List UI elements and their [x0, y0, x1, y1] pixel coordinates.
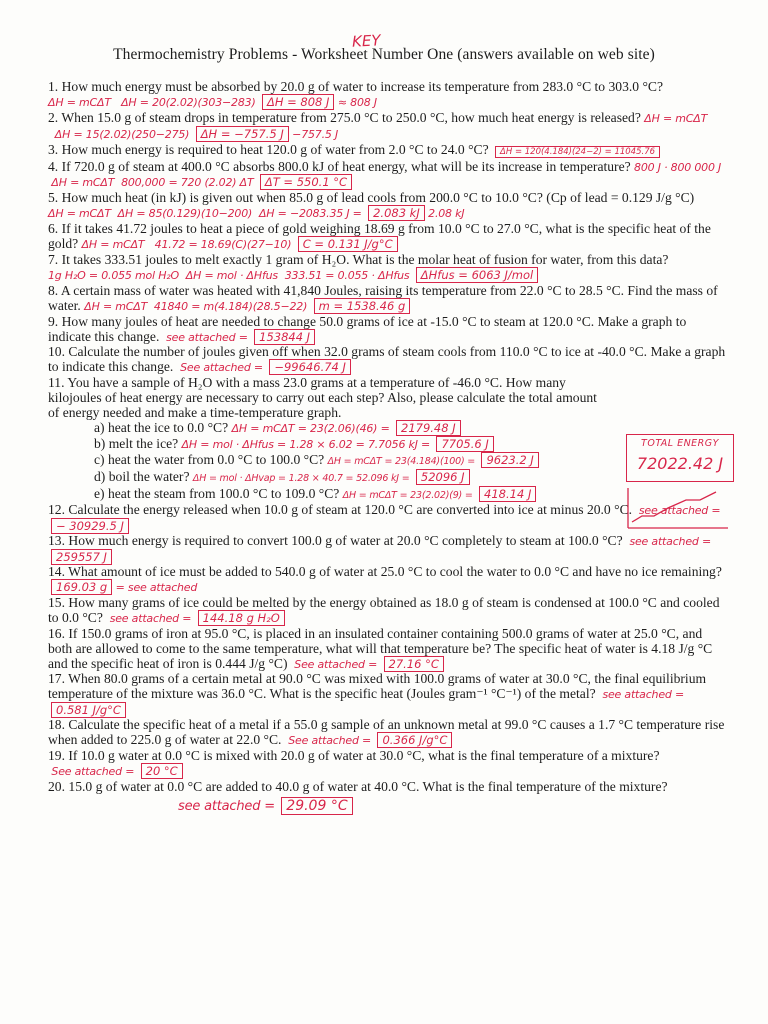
total-energy-value: 72022.42 J: [636, 454, 724, 473]
question-10: [48, 345, 728, 376]
handwritten-work: 41.72 = 18.69(C)(27−10): [154, 238, 292, 252]
boxed-answer: m = 1538.46 g: [314, 298, 411, 314]
handwritten-work: ΔH = mCΔT = 23(4.184)(100) =: [327, 455, 476, 467]
handwritten-work: ΔH = mol · ΔHfus = 1.28 × 6.02 = 7.7056 kJ =: [181, 437, 431, 451]
boxed-answer: 259557 J: [51, 549, 112, 565]
question-text: 19. If 10.0 g water at 0.0 °C is mixed with 20.0 g of water at 30.0 °C, what is the final temperature of a mixture?: [48, 747, 660, 763]
question-11: [48, 376, 728, 421]
handwritten-work: ΔH = mol · ΔHvap = 1.28 × 40.7 = 52.096 kJ =: [192, 472, 410, 484]
boxed-answer: ΔT = 550.1 °C: [260, 174, 352, 190]
handwritten-work: ΔH = 85(0.129)(10−200): [117, 207, 253, 221]
worksheet-title: Thermochemistry Problems - Worksheet Number One (answers available on web site): [113, 46, 655, 63]
boxed-answer: ΔH = 808 J: [262, 94, 334, 110]
handwritten-work: = see attached: [115, 581, 198, 594]
boxed-answer: 418.14 J: [479, 486, 536, 502]
question-14: [48, 565, 728, 596]
part-text: c) heat the water from 0.0 °C to 100.0 °C?: [94, 451, 325, 467]
handwritten-work: See attached =: [180, 361, 263, 375]
question-text: 20. 15.0 g of water at 0.0 °C are added to 40.0 g of water at 40.0 °C. What is the final temperature of the mixture?: [48, 778, 668, 794]
handwritten-work: 800,000 = 720 (2.02) ΔT: [121, 176, 254, 190]
question-16: [48, 627, 728, 673]
handwritten-work: see attached =: [629, 535, 711, 549]
handwritten-work: 800 J · 800 000 J: [634, 160, 722, 174]
question-text: 18. Calculate the specific heat of a metal if a 55.0 g sample of an unknown metal at 99.0 °C causes a 1.7 °C temperature rise when added to 225.0 g of water at 22.0 °C.: [48, 717, 725, 748]
handwritten-note: −757.5 J: [292, 127, 339, 141]
question-text: 6. If it takes 41.72 joules to heat a piece of gold weighing 18.69 g from 10.0 °C to 27.0 °C, what is the specific heat of the gold?: [48, 221, 711, 252]
handwritten-work: ΔH = 15(2.02)(250−275): [54, 127, 190, 141]
question-text: 7. It takes 333.51 joules to melt exactly 1 gram of H₂O. What is the molar heat of fusion for water, from this data?: [48, 251, 669, 267]
boxed-answer: ΔH = 120(4.184)(24−2) = 11045.76: [495, 146, 660, 158]
handwritten-work: See attached =: [51, 764, 135, 778]
boxed-answer: −99646.74 J: [269, 359, 351, 375]
time-temperature-sketch: [624, 486, 734, 532]
handwritten-work: ΔH = mCΔT: [84, 299, 148, 313]
question-text: 16. If 150.0 grams of iron at 95.0 °C, is placed in an insulated container containing 500.0 grams of water at 25.0 °C, and both are allowed to come to the same temperature, what will that temperature be? The specific heat of water is 4.18 J/g °C and the specific heat of iron is 0.444 J/g °C): [48, 625, 713, 671]
handwritten-note: ≈ 808 J: [337, 95, 377, 109]
boxed-answer: 20 °C: [141, 763, 183, 779]
boxed-answer: 144.18 g H₂O: [198, 610, 285, 626]
question-3: [48, 143, 728, 160]
handwritten-work: ΔH = 20(2.02)(303−283): [121, 95, 256, 109]
question-text: 12. Calculate the energy released when 10.0 g of steam at 120.0 °C are converted into ice at minus 20.0 °C.: [48, 502, 633, 518]
question-8: [48, 284, 728, 315]
boxed-answer: 0.366 J/g°C: [377, 732, 452, 748]
handwritten-work: ΔH = mCΔT: [644, 111, 708, 125]
question-text: 4. If 720.0 g of steam at 400.0 °C absorbs 800.0 kJ of heat energy, what will be its increase in temperature?: [48, 158, 631, 174]
question-4: [48, 160, 728, 192]
handwritten-work: ΔH = mCΔT: [81, 238, 145, 252]
question-text: 9. How many joules of heat are needed to change 50.0 grams of ice at -15.0 °C to steam at 120.0 °C. Make a graph to indicate this change.: [48, 313, 687, 344]
boxed-answer: 9623.2 J: [481, 452, 538, 468]
handwritten-work: 1g H₂O = 0.055 mol H₂O: [48, 268, 179, 282]
boxed-answer: 2.083 kJ: [368, 205, 425, 221]
handwritten-note: 2.08 kJ: [428, 207, 465, 221]
question-7: [48, 253, 728, 284]
question-text: 11. You have a sample of H₂O with a mass 23.0 grams at a temperature of -46.0 °C. How many kilojoules of heat energy are necessary to carry out each step? Also, please calculate the total amount of energy needed and make a time-temperature graph.: [48, 375, 597, 421]
question-18: [48, 718, 728, 749]
part-text: e) heat the steam from 100.0 °C to 109.0 °C?: [94, 485, 340, 501]
question-15: [48, 596, 728, 627]
boxed-answer: 27.16 °C: [384, 656, 444, 672]
part-text: d) boil the water?: [94, 468, 190, 484]
boxed-answer: − 30929.5 J: [51, 518, 129, 534]
question-9: [48, 315, 728, 346]
handwritten-work: See attached =: [288, 734, 372, 748]
handwritten-work: ΔH = mCΔT: [48, 95, 111, 109]
handwritten-work: see attached =: [109, 611, 192, 625]
handwritten-work: see attached =: [178, 798, 275, 814]
boxed-answer: 7705.6 J: [436, 436, 493, 452]
question-text: 10. Calculate the number of joules given off when 32.0 grams of steam cools from 110.0 °C to ice at -40.0 °C. Make a graph to indicate this change.: [48, 344, 726, 375]
question-text: 5. How much heat (in kJ) is given out when 85.0 g of lead cools from 200.0 °C to 10.0 °C? (Cp of lead = 0.129 J/g °C): [48, 190, 695, 206]
boxed-answer: 29.09 °C: [281, 797, 352, 815]
question-text: 14. What amount of ice must be added to 540.0 g of water at 25.0 °C to cool the water to 0.0 °C and have no ice remaining?: [48, 564, 722, 580]
boxed-answer: ΔHfus = 6063 J/mol: [416, 267, 538, 283]
key-mark: KEY: [351, 31, 381, 51]
handwritten-work: ΔH = mCΔT = 23(2.06)(46) =: [231, 421, 390, 435]
question-text: 15. How many grams of ice could be melted by the energy obtained as 18.0 g of steam is condensed at 100.0 °C and cooled to 0.0 °C?: [48, 594, 720, 625]
handwritten-work: see attached =: [602, 688, 684, 702]
question-20: [48, 780, 728, 795]
part-text: b) melt the ice?: [94, 435, 179, 451]
question-text: 2. When 15.0 g of steam drops in temperature from 275.0 °C to 250.0 °C, how much heat energy is released?: [48, 109, 641, 125]
total-energy-box: [626, 434, 734, 482]
handwritten-work: ΔH = mCΔT = 23(2.02)(9) =: [342, 489, 473, 501]
question-1: [48, 80, 728, 111]
question-text: 8. A certain mass of water was heated with 41,840 Joules, raising its temperature from 22.0 °C to 28.5 °C. Find the mass of water.: [48, 282, 718, 313]
total-energy-label: TOTAL ENERGY: [641, 438, 719, 449]
question-text: 1. How much energy must be absorbed by 20.0 g of water to increase its temperature from 283.0 °C to 303.0 °C?: [48, 79, 664, 94]
handwritten-work: ΔH = −2083.35 J =: [258, 207, 362, 221]
handwritten-work: ΔH = mCΔT: [48, 207, 111, 221]
question-text: 3. How much energy is required to heat 120.0 g of water from 2.0 °C to 24.0 °C?: [48, 141, 489, 157]
handwritten-work: See attached =: [294, 657, 378, 671]
handwritten-work: ΔH = mol · ΔHfus: [185, 268, 278, 282]
question-19: [48, 749, 728, 780]
part-text: a) heat the ice to 0.0 °C?: [94, 419, 229, 435]
boxed-answer: 52096 J: [416, 469, 470, 485]
boxed-answer: 153844 J: [254, 329, 315, 345]
boxed-answer: C = 0.131 J/g°C: [298, 236, 398, 252]
question-text: 17. When 80.0 grams of a certain metal at 90.0 °C was mixed with 100.0 grams of water at 30.0 °C, the final equilibrium temperature of the mixture was 36.0 °C. What is the specific heat (Joules gram⁻¹ °C⁻¹) of the metal?: [48, 671, 707, 702]
question-5: [48, 191, 728, 222]
question-13: [48, 534, 728, 565]
handwritten-work: see attached =: [638, 504, 721, 518]
handwritten-work: ΔH = mCΔT: [51, 176, 115, 190]
question-text: 13. How much energy is required to convert 100.0 g of water at 20.0 °C completely to steam at 100.0 °C?: [48, 533, 623, 549]
sketch-heating-curve: [632, 492, 716, 522]
handwritten-work: see attached =: [166, 330, 248, 344]
boxed-answer: 169.03 g: [51, 579, 112, 595]
boxed-answer: 2179.48 J: [396, 420, 461, 436]
question-17: [48, 672, 728, 718]
boxed-answer: ΔH = −757.5 J: [196, 126, 289, 142]
question-2: [48, 111, 728, 143]
boxed-answer: 0.581 J/g°C: [51, 702, 126, 718]
question-20-answer-line: [48, 799, 728, 815]
question-6: [48, 222, 728, 253]
handwritten-work: 333.51 = 0.055 · ΔHfus: [284, 268, 410, 282]
handwritten-work: 41840 = m(4.184)(28.5−22): [153, 299, 308, 313]
